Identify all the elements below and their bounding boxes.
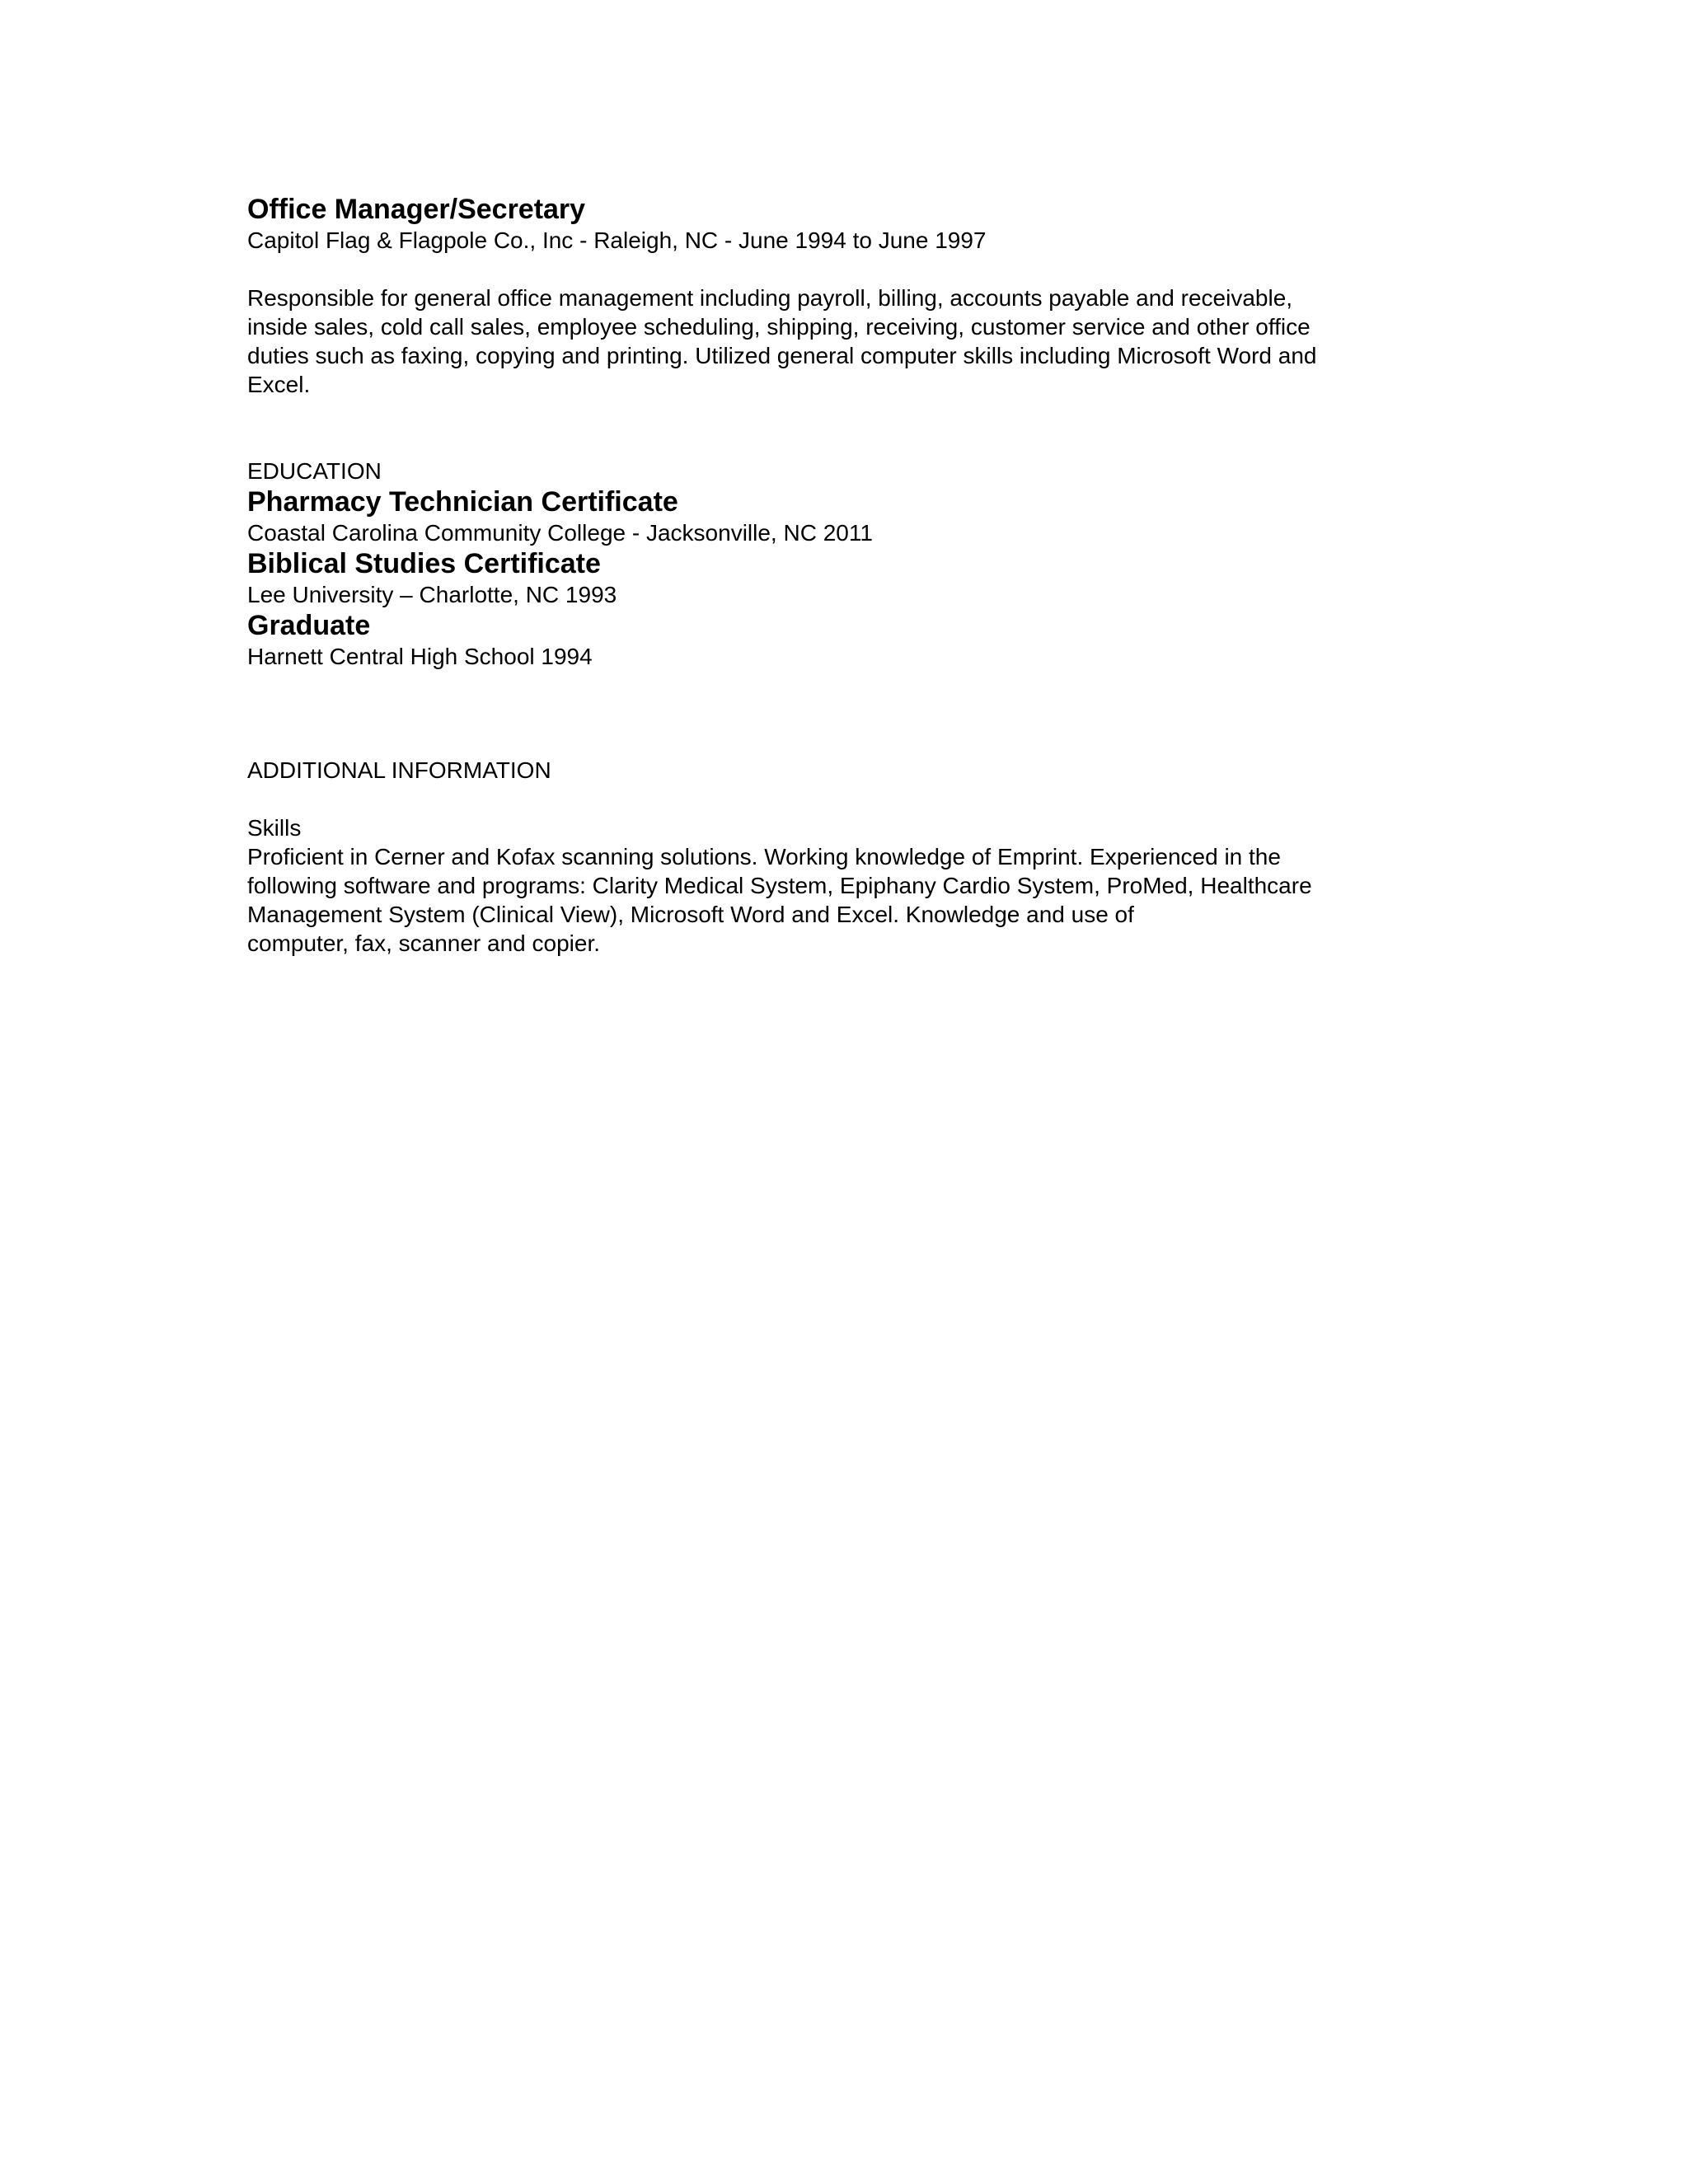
skills-line: computer, fax, scanner and copier. [247,930,601,956]
education-entry [247,609,1434,671]
school-line: Coastal Carolina Community College - Jacksonville, NC 2011 [247,520,873,546]
skills-line: following software and programs: Clarity Medical System, Epiphany Cardio System, ProMed, Healthcare [247,873,1312,898]
additional-information-section [247,756,1434,958]
skills-description [247,842,1434,958]
skills-label: Skills [247,815,302,841]
employer-line: Capitol Flag & Flagpole Co., Inc - Raleigh, NC - June 1994 to June 1997 [247,227,987,253]
education-entry [247,547,1434,609]
job-description-line: Responsible for general office management including payroll, billing, accounts payable and receivable, [247,285,1293,311]
degree-title: Pharmacy Technician Certificate [247,486,678,518]
additional-information-heading: ADDITIONAL INFORMATION [247,757,551,783]
school-line: Lee University – Charlotte, NC 1993 [247,582,617,607]
education-entry [247,485,1434,547]
school-line: Harnett Central High School 1994 [247,644,593,669]
job-title: Office Manager/Secretary [247,194,586,225]
job-description-line: duties such as faxing, copying and printing. Utilized general computer skills including Microsoft Word and [247,343,1317,368]
job-description-line: inside sales, cold call sales, employee scheduling, shipping, receiving, customer service and other office [247,314,1311,340]
job-description-line: Excel. [247,372,311,397]
job-description [247,284,1434,399]
skills-line: Management System (Clinical View), Microsoft Word and Excel. Knowledge and use of [247,902,1134,927]
degree-title: Graduate [247,610,371,641]
experience-section [247,193,1434,399]
skills-line: Proficient in Cerner and Kofax scanning solutions. Working knowledge of Emprint. Experienced in the [247,844,1281,869]
resume-content [247,193,1434,958]
education-section [247,457,1434,671]
education-heading: EDUCATION [247,458,382,484]
degree-title: Biblical Studies Certificate [247,548,601,579]
